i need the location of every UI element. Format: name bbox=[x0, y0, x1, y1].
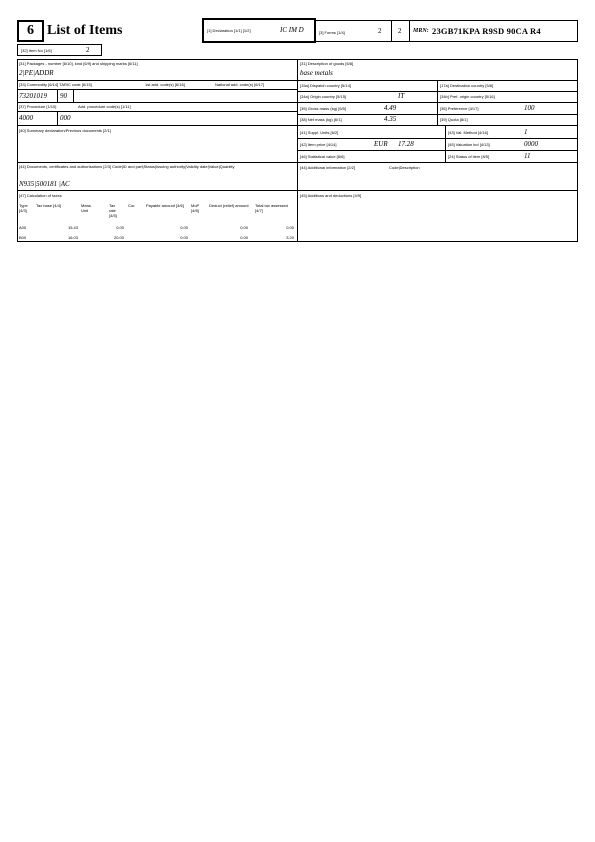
status-of-item-value: 11 bbox=[524, 152, 531, 160]
tax-cell-deduct: 0.00 bbox=[240, 235, 248, 240]
commodity-value: 73201019 bbox=[19, 92, 47, 100]
commodity-code-label: 1st add. code(s) [6/16] bbox=[145, 82, 185, 87]
status-of-item-label: [24] Status of item [8/5] bbox=[448, 154, 490, 159]
tax-col-mop: MoP [4/8] bbox=[191, 203, 200, 213]
valuation-method-value: 1 bbox=[524, 128, 528, 136]
tax-cell-total: 0.00 bbox=[286, 225, 294, 230]
price-row-line-2 bbox=[297, 150, 578, 151]
row-divider-1 bbox=[17, 80, 578, 81]
price-row-line-1 bbox=[297, 138, 578, 139]
gross-mass-value: 4.49 bbox=[384, 104, 397, 112]
mass-row-line bbox=[297, 114, 578, 115]
tax-cell-payable: 0.00 bbox=[180, 235, 188, 240]
tax-col-unit: Meas. Unit bbox=[81, 203, 92, 213]
commodity-inner-divider-2 bbox=[73, 89, 74, 102]
row-divider-4 bbox=[17, 162, 578, 163]
add-procedure-value: 000 bbox=[60, 114, 71, 122]
commodity-inner-divider bbox=[57, 89, 58, 102]
net-mass-value: 4.35 bbox=[384, 115, 397, 123]
item-price-currency: EUR bbox=[374, 140, 388, 148]
item-price-label: [42] Item price [4/14] bbox=[300, 142, 337, 147]
tax-col-cur: Cur. bbox=[128, 203, 136, 208]
tax-col-total: Total tax assessed [4/7] bbox=[255, 203, 288, 213]
mrn-label: MRN: bbox=[413, 28, 429, 34]
destination-country-label: [17a] Destination country [5/8] bbox=[440, 83, 494, 88]
additions-deductions-label: [45] Additions and deductions [4/9] bbox=[300, 193, 362, 198]
forms-value-1: 2 bbox=[378, 27, 382, 35]
gross-mass-label: [35] Gross mass (kg) [6/5] bbox=[300, 106, 347, 111]
tax-col-type: Type [4/3] bbox=[19, 203, 28, 213]
valuation-method-label: [43] Val. Method [4/16] bbox=[448, 130, 488, 135]
declaration-box bbox=[202, 18, 316, 43]
packages-value: 2|PE|ADDR bbox=[19, 69, 54, 77]
tax-cell-base: 15.43 bbox=[67, 225, 78, 230]
tax-cell-type: B00 bbox=[19, 235, 27, 240]
quota-label: [39] Quota [8/1] bbox=[440, 117, 468, 122]
preference-value: 100 bbox=[524, 104, 535, 112]
item-price-value: 17.28 bbox=[398, 140, 414, 148]
additional-info-code-label: Code|Description bbox=[389, 165, 420, 170]
procedure-inner-divider bbox=[57, 111, 58, 125]
procedure-inner-line bbox=[17, 111, 297, 112]
origin-country-label: [34a] Origin country [5/15] bbox=[300, 94, 347, 99]
mrn-box bbox=[409, 20, 578, 42]
declaration-value: IC IM D bbox=[280, 26, 304, 34]
add-procedure-label: Add. procedure code(s) [1/11] bbox=[78, 104, 131, 109]
form-number-box bbox=[17, 20, 44, 42]
row-divider-3 bbox=[17, 125, 578, 126]
item-no-value: 2 bbox=[86, 46, 90, 54]
description-value: base metals bbox=[300, 69, 333, 77]
origin-country-value: IT bbox=[398, 92, 405, 100]
commodity-national-label: National add. code(s) [6/17] bbox=[215, 82, 265, 87]
net-mass-label: [38] Net mass (kg) [6/1] bbox=[300, 117, 342, 122]
pref-origin-country-label: [34b] Pref. origin country [5/16] bbox=[440, 94, 495, 99]
price-divider bbox=[445, 125, 446, 162]
row-divider-2 bbox=[17, 102, 578, 103]
procedure-label: [37] Procedure [1/10] bbox=[19, 104, 57, 109]
form-number: 6 bbox=[27, 23, 34, 38]
tax-cell-base: 16.03 bbox=[67, 235, 78, 240]
mrn-value: 23GB71KPA R9SD 90CA R4 bbox=[432, 26, 541, 36]
valuation-ind-label: [45] Valuation ind [4/13] bbox=[448, 142, 490, 147]
page-title: List of Items bbox=[47, 23, 123, 38]
additional-info-label: [44] Additional information [2/2] bbox=[300, 165, 355, 170]
statistical-value-label: [46] Statistical value [8/6] bbox=[300, 154, 345, 159]
forms-box bbox=[316, 20, 410, 42]
tax-cell-rate: 0.00 bbox=[116, 225, 124, 230]
tax-col-base: Tax base [4/4] bbox=[36, 203, 61, 208]
tax-cell-deduct: 0.00 bbox=[240, 225, 248, 230]
item-no-box bbox=[17, 44, 102, 56]
valuation-ind-value: 0000 bbox=[524, 140, 538, 148]
documents-value: N935|500181 |AC bbox=[19, 180, 70, 188]
forms-divider bbox=[391, 21, 392, 42]
preference-label: [36] Preference [4/17] bbox=[440, 106, 479, 111]
country-row-line bbox=[297, 91, 578, 92]
packages-label: [31] Packages - number [6/10], kind [6/9] and shipping marks [6/11] bbox=[19, 61, 138, 66]
suppl-units-label: [41] Suppl. Units [6/2] bbox=[300, 130, 339, 135]
description-label: [31] Description of goods [6/8] bbox=[300, 61, 354, 66]
tax-cell-total: 3.20 bbox=[286, 235, 294, 240]
dispatch-country-label: [15a] Dispatch country [5/14] bbox=[300, 83, 351, 88]
procedure-value: 4000 bbox=[19, 114, 33, 122]
forms-label: [3] Forms [1/4] bbox=[319, 30, 345, 35]
tax-cell-payable: 0.00 bbox=[180, 225, 188, 230]
summary-declaration-label: [40] Summary declaration/Previous documents [2/1] bbox=[19, 128, 111, 133]
calculation-label: [47] Calculation of taxes bbox=[19, 193, 62, 198]
commodity-label: [33] Commodity [6/14] TARIC code [6/15] bbox=[19, 82, 92, 87]
tax-cell-type: A00 bbox=[19, 225, 27, 230]
forms-value-2: 2 bbox=[398, 27, 402, 35]
tax-col-deduct: Deduct (relief) amount bbox=[209, 203, 249, 208]
commodity-inner-line bbox=[17, 89, 297, 90]
commodity-value-2: 90 bbox=[60, 92, 67, 100]
tax-col-payable: Payable amount [4/6] bbox=[146, 203, 184, 208]
row-divider-5 bbox=[17, 190, 578, 191]
tax-col-rate: Tax rate [4/5] bbox=[109, 203, 117, 218]
declaration-label: [1] Declaration [1/1] [1/2] bbox=[207, 28, 251, 33]
item-no-label: [32] Item No [1/6] bbox=[21, 48, 52, 53]
tax-cell-rate: 20.00 bbox=[113, 235, 124, 240]
documents-label: [44] Documents, certificates and authorisations [2/3] Code|ID and part|Status|Issuing authority|Validity date|Value|Quantity bbox=[19, 164, 235, 169]
